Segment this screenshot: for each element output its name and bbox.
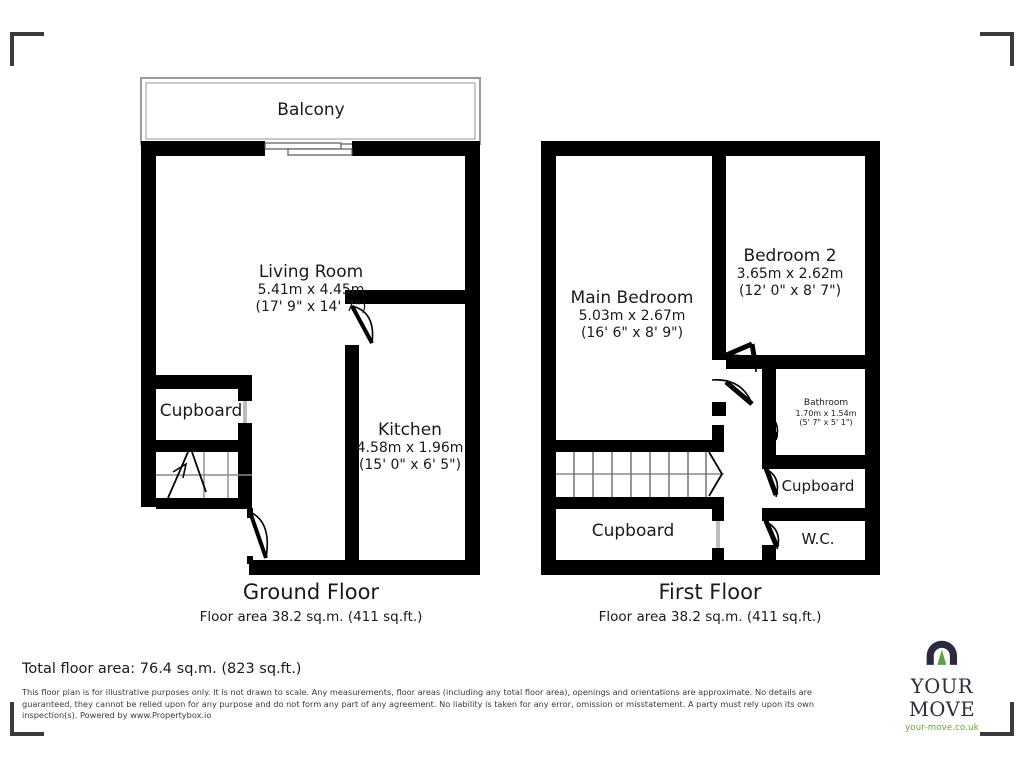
your-move-logo (876, 638, 1008, 733)
wall-wc-top (762, 508, 880, 521)
door-jamb-cupboard-r-top (762, 455, 776, 467)
brand-url: your-move.co.uk (905, 723, 979, 733)
floor-caption-ground: Ground Floor Floor area 38.2 sq.m. (411 sq.ft.) (199, 580, 423, 625)
door-leaf-bedroom2 (724, 344, 752, 356)
room-label-living-room: Living Room 5.41m x 4.45m (17' 9" x 14' 7") (255, 262, 367, 315)
wall-cupboard-right-a (238, 375, 252, 401)
arch-tree-icon (915, 638, 969, 672)
wall-stairs-first-bottom (556, 497, 724, 509)
floor-caption-first: First Floor Floor area 38.2 sq.m. (411 sq.ft.) (598, 580, 822, 625)
wall-ground-bottom (248, 560, 480, 575)
door-leaf-entrance (250, 512, 266, 558)
wall-first-bottom (541, 560, 880, 575)
wall-cupboard-bottom (156, 440, 252, 452)
room-label-bedroom-2: Bedroom 2 3.65m x 2.62m (12' 0" x 8' 7") (736, 246, 844, 299)
room-label-wc: W.C. (801, 530, 835, 548)
door-jamb-landing-cupboard-top (712, 509, 724, 521)
wall-first-left (541, 141, 556, 575)
room-label-cupboard-ground: Cupboard (159, 401, 243, 421)
wall-first-top (541, 141, 880, 156)
wall-stairs-right (238, 452, 252, 509)
door-jamb-bathroom (762, 440, 776, 456)
total-floor-area: Total floor area: 76.4 sq.m. (823 sq.ft.) (22, 661, 302, 677)
door-jamb-main-bedroom (712, 402, 726, 416)
room-label-kitchen: Kitchen 4.58m x 1.96m (15' 0" x 6' 5") (356, 420, 464, 473)
room-label-cupboard-right: Cupboard (781, 477, 855, 495)
door-leaf-main-bedroom (726, 382, 752, 404)
door-jamb-entrance-bottom (247, 556, 253, 564)
wall-cupboard-top (156, 375, 252, 389)
door-jamb-cupboard-r-bot (762, 508, 776, 521)
wall-ground-left-upper (141, 141, 156, 507)
entrance-hall (141, 509, 249, 575)
door-jamb-landing-cupboard-bottom (712, 548, 724, 560)
first-floor-plan (541, 141, 880, 575)
wall-landing-right-upper (712, 425, 724, 452)
wall-cupboard-right-top (762, 455, 880, 469)
sliding-door-pane-2 (288, 149, 352, 155)
wall-stairs-first-top (556, 440, 724, 452)
wall-ground-top-left (141, 141, 265, 156)
wall-ground-top-right (352, 141, 480, 156)
wall-stairs-bottom (156, 498, 252, 509)
room-label-main-bedroom: Main Bedroom 5.03m x 2.67m (16' 6" x 8' 9") (570, 288, 694, 341)
room-label-bathroom: Bathroom 1.70m x 1.54m (5' 7" x 5' 1") (795, 398, 857, 428)
room-label-cupboard-landing: Cupboard (591, 521, 675, 541)
brand-name: YOUR MOVE (908, 675, 976, 721)
sliding-door-pane-1 (265, 143, 341, 149)
wall-ground-right (465, 141, 480, 575)
disclaimer-text: This floor plan is for illustrative purposes only. It is not drawn to scale. Any measurements, floor areas (including any total floor area), openings and orientations are approximate. No details are guaranteed, they cannot be relied upon for any purpose and do not form any part of any agreement. No liability is taken for any error, omission or misstatement. A party must rely upon its own inspection(s). Powered by www.Propertybox.io (22, 687, 815, 721)
door-jamb-bedroom2 (712, 346, 726, 360)
room-label-balcony: Balcony (277, 100, 345, 120)
ground-floor-plan (141, 78, 480, 575)
tree-shape (938, 650, 947, 665)
cupboard-door-landing (716, 521, 720, 548)
